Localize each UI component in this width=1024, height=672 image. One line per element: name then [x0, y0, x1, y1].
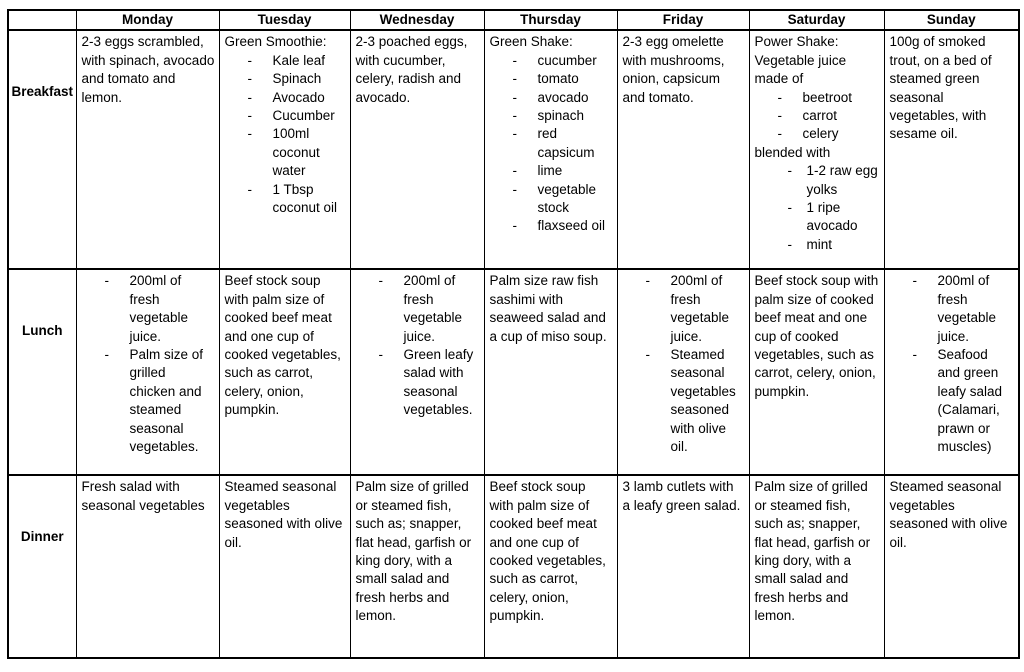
- list-item-text: 1-2 raw egg yolks: [806, 163, 878, 197]
- text-paragraph: Palm size of grilled or steamed fish, such as; snapper, flat head, garfish or king dory, with a small salad and fresh herbs and lemon.: [754, 479, 871, 624]
- list-item-text: mint: [806, 236, 833, 252]
- list-item-text: Green leafy salad with seasonal vegetables.: [403, 347, 474, 418]
- list-item: [356, 272, 480, 346]
- text-paragraph: 2-3 egg omelette with mushrooms, onion, capsicum and tomato.: [622, 34, 725, 105]
- meal-cell-breakfast-friday: [617, 30, 749, 269]
- text-paragraph: Beef stock soup with palm size of cooked beef meat and one cup of cooked vegetables, such as carrot, celery, onion, pumpkin.: [754, 273, 879, 399]
- corner-cell: [8, 10, 76, 30]
- text-paragraph: Beef stock soup with palm size of cooked beef meat and one cup of cooked vegetables, such as carrot, celery, onion, pumpkin.: [489, 479, 606, 624]
- text-paragraph: Power Shake: Vegetable juice made of: [754, 34, 847, 87]
- list-item: [490, 107, 613, 125]
- list-item: [490, 89, 613, 107]
- list-item-text: 1 ripe avocado: [806, 200, 858, 234]
- list-item-text: red capsicum: [537, 126, 595, 160]
- dash-bullet: -: [512, 163, 517, 179]
- dash-bullet: -: [247, 181, 252, 197]
- list-item-text: tomato: [537, 71, 579, 87]
- dash-bullet: -: [512, 181, 517, 197]
- meal-label-breakfast: Breakfast: [8, 30, 76, 269]
- list-item: [755, 107, 880, 125]
- list-item: [225, 107, 346, 125]
- text-paragraph: 2-3 poached eggs, with cucumber, celery, radish and avocado.: [355, 34, 468, 105]
- dash-bullet: -: [378, 273, 383, 289]
- list-item: [623, 346, 745, 456]
- list-item-text: 1 Tbsp coconut oil: [272, 181, 338, 216]
- meal-cell-lunch-monday: [76, 269, 219, 475]
- meal-cell-breakfast-monday: [76, 30, 219, 269]
- list-item: [755, 199, 880, 236]
- list-item-text: 200ml of fresh vegetable juice.: [937, 273, 997, 344]
- meal-cell-dinner-friday: [617, 475, 749, 658]
- meal-cell-dinner-thursday: [484, 475, 617, 658]
- text-paragraph: Steamed seasonal vegetables seasoned with olive oil.: [224, 479, 343, 550]
- day-header-tuesday: Tuesday: [219, 10, 350, 30]
- text-paragraph: Green Shake:: [489, 34, 573, 50]
- meal-cell-dinner-monday: [76, 475, 219, 658]
- list-item-text: beetroot: [802, 89, 853, 105]
- dash-bullet: -: [512, 108, 517, 124]
- meal-label-dinner: Dinner: [8, 475, 76, 658]
- text-paragraph: Steamed seasonal vegetables seasoned with olive oil.: [889, 479, 1008, 550]
- dash-bullet: -: [645, 273, 650, 289]
- meal-cell-breakfast-wednesday: [350, 30, 484, 269]
- text-paragraph: Green Smoothie:: [224, 34, 327, 50]
- meal-cell-dinner-tuesday: [219, 475, 350, 658]
- day-header-friday: Friday: [617, 10, 749, 30]
- list-item: [755, 125, 880, 143]
- text-paragraph: 3 lamb cutlets with a leafy green salad.: [622, 479, 741, 513]
- list-item: [225, 89, 346, 107]
- day-header-sunday: Sunday: [884, 10, 1019, 30]
- text-paragraph: 2-3 eggs scrambled, with spinach, avocado and tomato and lemon.: [81, 34, 215, 105]
- dash-bullet: -: [104, 273, 109, 289]
- list-item: [755, 162, 880, 199]
- meal-cell-dinner-sunday: [884, 475, 1019, 658]
- dash-bullet: -: [104, 347, 109, 363]
- list-item: [225, 125, 346, 180]
- list-item: [490, 162, 613, 180]
- meal-cell-dinner-wednesday: [350, 475, 484, 658]
- meal-cell-breakfast-saturday: [749, 30, 884, 269]
- meal-cell-breakfast-thursday: [484, 30, 617, 269]
- meal-plan-table: [7, 9, 1020, 659]
- list-item-text: Spinach: [272, 71, 322, 87]
- list-item: [225, 70, 346, 88]
- dash-bullet: -: [247, 126, 252, 142]
- meal-label-lunch: Lunch: [8, 269, 76, 475]
- day-header-thursday: Thursday: [484, 10, 617, 30]
- list-item: [82, 272, 215, 346]
- list-item-text: celery: [802, 126, 839, 142]
- dash-bullet: -: [777, 108, 782, 124]
- list-item-text: 200ml of fresh vegetable juice.: [670, 273, 730, 344]
- meal-row-lunch: [8, 269, 1019, 475]
- list-item-text: Seafood and green leafy salad (Calamari, prawn or muscles): [937, 347, 1003, 455]
- dash-bullet: -: [512, 126, 517, 142]
- dash-bullet: -: [787, 236, 792, 252]
- meal-cell-breakfast-tuesday: [219, 30, 350, 269]
- list-item: [490, 52, 613, 70]
- dash-bullet: -: [247, 108, 252, 124]
- list-item-text: spinach: [537, 108, 585, 124]
- dash-bullet: -: [247, 71, 252, 87]
- text-paragraph: Palm size of grilled or steamed fish, such as; snapper, flat head, garfish or king dory, with a small salad and fresh herbs and lemon.: [355, 479, 472, 624]
- list-item: [623, 272, 745, 346]
- meal-row-breakfast: [8, 30, 1019, 269]
- list-item: [490, 125, 613, 162]
- meal-cell-lunch-wednesday: [350, 269, 484, 475]
- list-item-text: 200ml of fresh vegetable juice.: [129, 273, 189, 344]
- list-item-text: cucumber: [537, 52, 597, 68]
- dash-bullet: -: [512, 89, 517, 105]
- list-item: [490, 70, 613, 88]
- list-item-text: Kale leaf: [272, 52, 326, 68]
- meal-cell-dinner-saturday: [749, 475, 884, 658]
- dash-bullet: -: [777, 126, 782, 142]
- meal-row-dinner: [8, 475, 1019, 658]
- list-item-text: carrot: [802, 108, 838, 124]
- dash-bullet: -: [247, 52, 252, 68]
- list-item-text: flaxseed oil: [537, 218, 606, 234]
- dash-bullet: -: [787, 200, 792, 216]
- list-item: [225, 181, 346, 218]
- dash-bullet: -: [512, 218, 517, 234]
- dash-bullet: -: [512, 71, 517, 87]
- meal-cell-lunch-sunday: [884, 269, 1019, 475]
- text-paragraph: Palm size raw fish sashimi with seaweed salad and a cup of miso soup.: [489, 273, 607, 344]
- dash-bullet: -: [378, 347, 383, 363]
- header-row: [8, 10, 1019, 30]
- list-item-text: 200ml of fresh vegetable juice.: [403, 273, 463, 344]
- list-item: [890, 272, 1015, 346]
- day-header-wednesday: Wednesday: [350, 10, 484, 30]
- meal-cell-lunch-tuesday: [219, 269, 350, 475]
- meal-cell-breakfast-sunday: [884, 30, 1019, 269]
- meal-cell-lunch-saturday: [749, 269, 884, 475]
- dash-bullet: -: [912, 273, 917, 289]
- meal-cell-lunch-friday: [617, 269, 749, 475]
- list-item: [356, 346, 480, 420]
- list-item: [82, 346, 215, 456]
- dash-bullet: -: [247, 89, 252, 105]
- day-header-monday: Monday: [76, 10, 219, 30]
- dash-bullet: -: [512, 52, 517, 68]
- list-item-text: vegetable stock: [537, 181, 597, 216]
- list-item: [225, 52, 346, 70]
- text-paragraph: Beef stock soup with palm size of cooked beef meat and one cup of cooked vegetables, such as carrot, celery, onion, pumpkin.: [224, 273, 341, 418]
- dash-bullet: -: [912, 347, 917, 363]
- list-item-text: avocado: [537, 89, 589, 105]
- list-item-text: Cucumber: [272, 108, 335, 124]
- text-paragraph: Fresh salad with seasonal vegetables: [81, 479, 205, 513]
- list-item: [490, 181, 613, 218]
- list-item: [490, 217, 613, 235]
- list-item: [890, 346, 1015, 456]
- text-paragraph: blended with: [754, 144, 831, 160]
- list-item-text: Palm size of grilled chicken and steamed seasonal vegetables.: [129, 347, 204, 455]
- day-header-saturday: Saturday: [749, 10, 884, 30]
- text-paragraph: 100g of smoked trout, on a bed of steamed green seasonal vegetables, with sesame oil.: [889, 34, 992, 142]
- dash-bullet: -: [777, 89, 782, 105]
- list-item: [755, 89, 880, 107]
- meal-cell-lunch-thursday: [484, 269, 617, 475]
- dash-bullet: -: [787, 163, 792, 179]
- list-item-text: 100ml coconut water: [272, 126, 320, 179]
- list-item-text: Steamed seasonal vegetables seasoned with olive oil.: [670, 347, 736, 455]
- list-item-text: Avocado: [272, 89, 325, 105]
- list-item-text: lime: [537, 163, 563, 179]
- list-item: [755, 236, 880, 254]
- dash-bullet: -: [645, 347, 650, 363]
